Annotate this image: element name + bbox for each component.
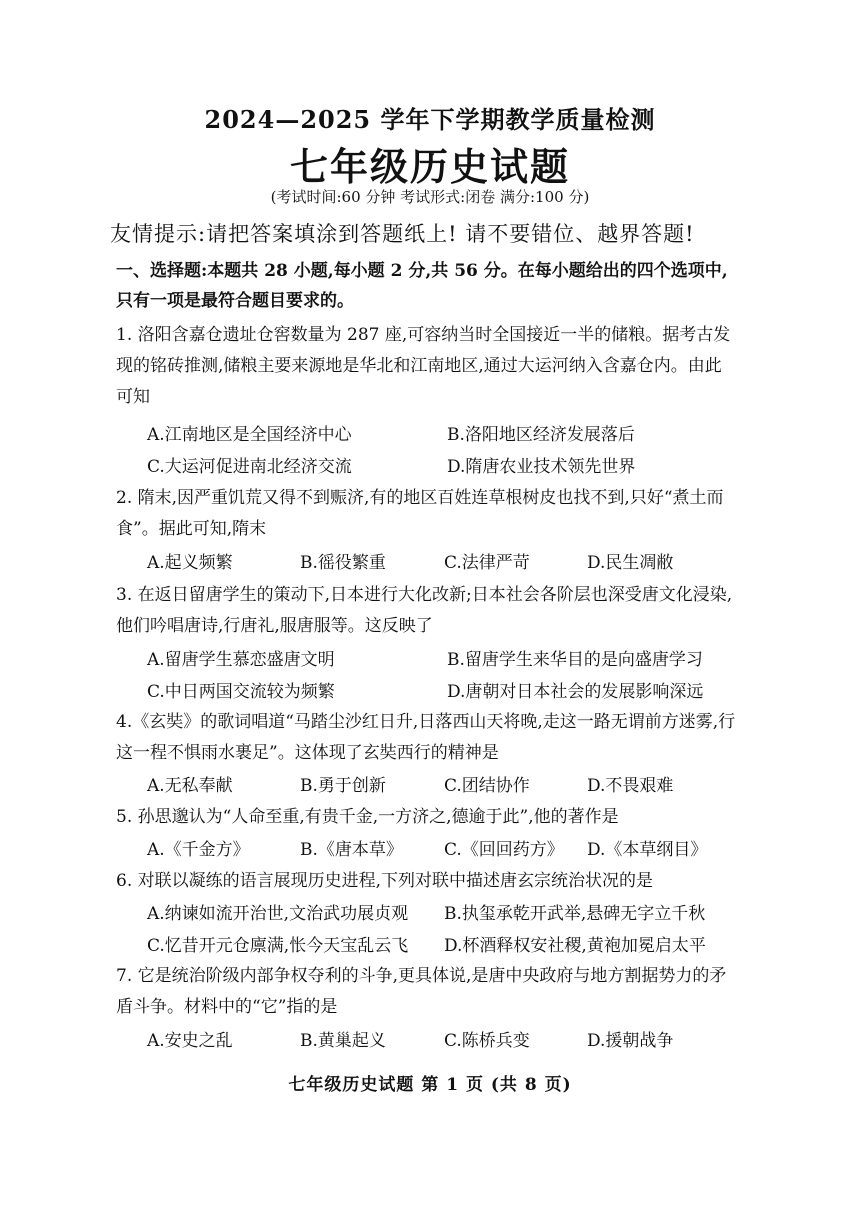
question-4-stem: 4.《玄奘》的歌词唱道“马踏尘沙红日升,日落西山天将晚,走这一路无谓前方迷雾,行这一程不惧雨水裹足”。这体现了玄奘西行的精神是: [116, 712, 736, 763]
question-1-stem: 1. 洛阳含嘉仓遗址仓窖数量为 287 座,可容纳当时全国接近一半的储粮。据考古发现的铭砖推测,储粮主要来源地是华北和江南地区,通过大运河纳入含嘉仓内。由此可知: [116, 325, 731, 407]
option-c: C.团结协作: [444, 776, 530, 796]
option-b: B.勇于创新: [300, 776, 386, 796]
option-d: D.杯酒释权安社稷,黄袍加冕启太平: [444, 936, 706, 956]
exam-header: 2024—2025 学年下学期教学质量检测: [204, 105, 656, 134]
option-b: B.洛阳地区经济发展落后: [447, 425, 635, 445]
option-c: C.《回回药方》: [444, 840, 564, 860]
option-d: D.隋唐农业技术领先世界: [447, 457, 636, 477]
option-a: A.留唐学生慕恋盛唐文明: [147, 650, 335, 670]
option-a: A.江南地区是全国经济中心: [147, 425, 352, 445]
option-d: D.不畏艰难: [587, 776, 674, 796]
option-a: A.无私奉献: [147, 776, 233, 796]
question-6-stem: 6. 对联以凝练的语言展现历史进程,下列对联中描述唐玄宗统治状况的是: [116, 871, 654, 891]
page-title: 七年级历史试题: [289, 144, 570, 189]
friendly-tip: 友情提示:请把答案填涂到答题纸上! 请不要错位、越界答题!: [110, 222, 695, 246]
option-b: B.留唐学生来华目的是向盛唐学习: [447, 650, 703, 670]
question-3-stem: 3. 在返日留唐学生的策动下,日本进行大化改新;日本社会各阶层也深受唐文化浸染,他们吟唱唐诗,行唐礼,服唐服等。这反映了: [116, 585, 733, 636]
option-d: D.《本草纲目》: [587, 840, 708, 860]
question-5-stem: 5. 孙思邈认为“人命至重,有贵千金,一方济之,德逾于此”,他的著作是: [116, 807, 619, 827]
option-b: B.执玺承乾开武举,悬碑无字立千秋: [444, 904, 706, 924]
option-c: C.大运河促进南北经济交流: [147, 457, 352, 477]
option-b: B.黄巢起义: [300, 1031, 386, 1051]
option-a: A.纳谏如流开治世,文治武功展贞观: [147, 904, 409, 924]
option-d: D.援朝战争: [587, 1031, 674, 1051]
question-2-stem: 2. 隋末,因严重饥荒又得不到赈济,有的地区百姓连草根树皮也找不到,只好“煮土而食”。据此可知,隋末: [116, 488, 724, 539]
option-d: D.民生凋敝: [587, 553, 674, 573]
option-a: A.起义频繁: [147, 553, 233, 573]
question-7-stem: 7. 它是统治阶级内部争权夺利的斗争,更具体说,是唐中央政府与地方割据势力的矛盾斗争。材料中的“它”指的是: [116, 966, 727, 1017]
option-b: B.徭役繁重: [300, 553, 386, 573]
option-b: B.《唐本草》: [300, 840, 403, 860]
page-footer: 七年级历史试题 第 1 页 (共 8 页): [288, 1075, 572, 1095]
option-c: C.中日两国交流较为频繁: [147, 682, 335, 702]
option-c: C.法律严苛: [444, 553, 530, 573]
option-d: D.唐朝对日本社会的发展影响深远: [447, 682, 704, 702]
option-a: A.安史之乱: [147, 1031, 233, 1051]
section-intro: 一、选择题:本题共 28 小题,每小题 2 分,共 56 分。在每小题给出的四个选项中,只有一项是最符合题目要求的。: [116, 261, 728, 311]
option-a: A.《千金方》: [147, 840, 250, 860]
option-c: C.忆昔开元仓廪满,怅今天宝乱云飞: [147, 936, 409, 956]
exam-info: (考试时间:60 分钟 考试形式:闭卷 满分:100 分): [270, 188, 590, 206]
option-c: C.陈桥兵变: [444, 1031, 530, 1051]
